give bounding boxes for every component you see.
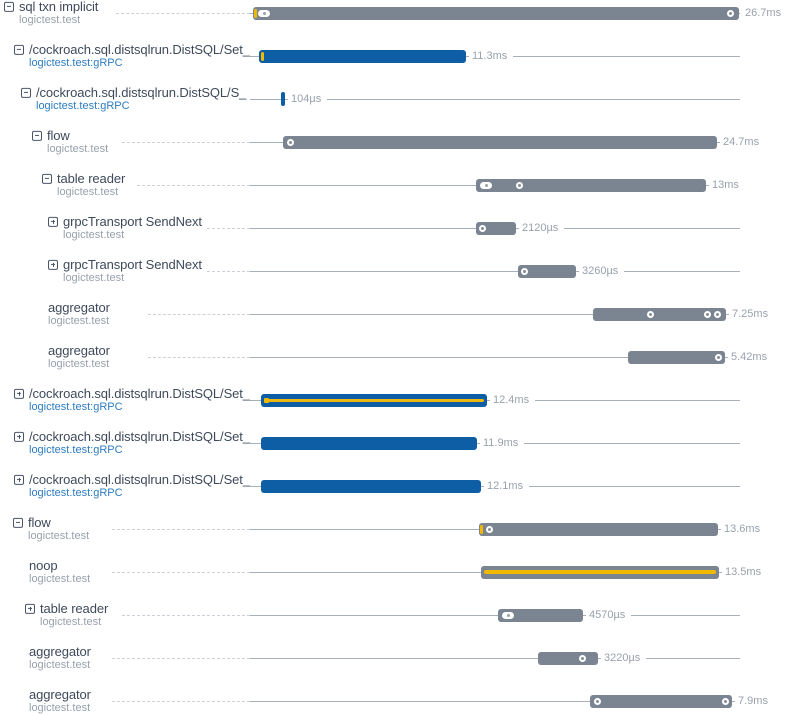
white-event-marker (258, 10, 270, 17)
white-event-marker (486, 526, 493, 533)
span-bar-stripe (484, 570, 716, 574)
white-event-marker (287, 139, 294, 146)
trace-span-row[interactable] (0, 207, 786, 250)
span-process: logictest.test:gRPC (36, 99, 130, 112)
span-duration: 4570µs (586, 608, 631, 622)
span-process: logictest.test (63, 228, 125, 241)
span-label (14, 43, 250, 69)
span-label (29, 688, 91, 714)
collapse-icon[interactable] (32, 131, 42, 141)
span-title: table reader (40, 600, 109, 616)
span-title: /cockroach.sql.distsqlrun.DistSQL/Set_ (29, 428, 250, 444)
span-duration: 12.1ms (484, 479, 529, 493)
span-duration: 13.5ms (722, 565, 767, 579)
span-label (14, 473, 250, 499)
span-duration: 5.42ms (728, 350, 773, 364)
white-event-marker (479, 225, 486, 232)
span-label (32, 129, 108, 155)
span-duration: 7.25ms (729, 307, 774, 321)
span-label (4, 0, 98, 26)
span-bar[interactable] (476, 179, 706, 192)
yellow-event-marker (261, 52, 264, 61)
leader-dashed-line (112, 572, 250, 573)
span-process: logictest.test:gRPC (29, 486, 123, 499)
span-bar[interactable] (283, 136, 717, 149)
span-bar[interactable] (628, 351, 725, 364)
span-label (29, 559, 90, 585)
span-process: logictest.test (48, 357, 110, 370)
span-title: grpcTransport SendNext (63, 256, 202, 272)
span-title: table reader (57, 170, 126, 186)
trace-span-row[interactable] (0, 680, 786, 714)
leader-dashed-line (207, 271, 250, 272)
span-title: aggregator (29, 686, 91, 702)
span-bar[interactable] (261, 480, 481, 493)
trace-span-row[interactable] (0, 78, 786, 121)
span-process: logictest.test (28, 529, 90, 542)
white-event-marker (714, 311, 721, 318)
span-process: logictest.test:gRPC (29, 443, 123, 456)
span-label (21, 86, 246, 112)
span-duration: 7.9ms (735, 694, 774, 708)
span-bar[interactable] (261, 394, 487, 407)
span-process: logictest.test (57, 185, 119, 198)
span-duration: 3220µs (601, 651, 646, 665)
leader-dashed-line (148, 314, 250, 315)
leader-dashed-line (112, 529, 250, 530)
span-process: logictest.test (40, 615, 102, 628)
white-event-marker (722, 698, 729, 705)
span-label (48, 258, 202, 284)
span-process: logictest.test:gRPC (29, 400, 123, 413)
white-event-marker (516, 182, 523, 189)
span-label (13, 516, 89, 542)
span-duration: 13.6ms (721, 522, 766, 536)
span-title: sql txn implicit (19, 0, 99, 14)
collapse-icon[interactable] (21, 88, 31, 98)
span-bar[interactable] (253, 7, 739, 20)
trace-span-row[interactable] (0, 121, 786, 164)
timeline-baseline (250, 615, 740, 616)
white-event-marker (647, 311, 654, 318)
span-label (25, 602, 108, 628)
span-process: logictest.test:gRPC (29, 56, 123, 69)
span-process: logictest.test (29, 658, 91, 671)
span-label (29, 645, 91, 671)
span-title: aggregator (48, 342, 110, 358)
expand-icon[interactable] (48, 217, 58, 227)
trace-span-row[interactable] (0, 422, 786, 465)
span-duration: 11.3ms (469, 49, 513, 63)
leader-dashed-line (137, 185, 250, 186)
trace-span-row[interactable] (0, 379, 786, 422)
white-event-marker (579, 655, 586, 662)
span-label (48, 215, 202, 241)
trace-span-row[interactable] (0, 594, 786, 637)
span-title: flow (28, 514, 51, 530)
collapse-icon[interactable] (4, 2, 14, 12)
span-process: logictest.test (29, 572, 91, 585)
span-duration: 2120µs (519, 221, 564, 235)
span-process: logictest.test (47, 142, 109, 155)
trace-span-row[interactable] (0, 164, 786, 207)
span-process: logictest.test (63, 271, 125, 284)
span-label (42, 172, 125, 198)
trace-span-row[interactable] (0, 35, 786, 78)
span-bar[interactable] (259, 50, 466, 63)
trace-span-row[interactable] (0, 250, 786, 293)
span-title: flow (47, 127, 70, 143)
white-event-marker (521, 268, 528, 275)
collapse-icon[interactable] (14, 45, 24, 55)
span-bar[interactable] (261, 437, 477, 450)
white-event-marker (704, 311, 711, 318)
expand-icon[interactable] (14, 475, 24, 485)
expand-icon[interactable] (14, 389, 24, 399)
span-title: /cockroach.sql.distsqlrun.DistSQL/Set_ (29, 385, 250, 401)
span-bar[interactable] (590, 695, 732, 708)
span-duration: 104µs (288, 92, 327, 106)
trace-span-row[interactable] (0, 293, 786, 336)
leader-dashed-line (122, 142, 250, 143)
leader-dashed-line (116, 13, 250, 14)
yellow-event-marker (254, 9, 257, 18)
leader-dashed-line (207, 228, 250, 229)
span-bar[interactable] (538, 652, 598, 665)
timeline-baseline (250, 658, 740, 659)
span-label (48, 301, 110, 327)
collapse-icon[interactable] (42, 174, 52, 184)
white-event-marker (715, 354, 722, 361)
span-label (48, 344, 110, 370)
trace-span-row[interactable] (0, 336, 786, 379)
timeline-baseline (250, 271, 740, 272)
trace-span-row[interactable] (0, 508, 786, 551)
span-duration: 3260µs (579, 264, 624, 278)
span-title: aggregator (29, 643, 91, 659)
span-title: noop (29, 557, 58, 573)
expand-icon[interactable] (25, 604, 35, 614)
collapse-icon[interactable] (13, 518, 23, 528)
span-duration: 13ms (709, 178, 745, 192)
white-event-marker (480, 182, 492, 189)
trace-span-row[interactable] (0, 637, 786, 680)
leader-dashed-line (112, 658, 250, 659)
span-process: logictest.test (48, 314, 110, 327)
leader-dashed-line (148, 357, 250, 358)
trace-span-row[interactable] (0, 551, 786, 594)
span-duration: 11.9ms (480, 436, 524, 450)
span-duration: 12.4ms (490, 393, 535, 407)
white-event-marker (502, 612, 514, 619)
span-duration: 26.7ms (742, 6, 786, 20)
trace-span-row[interactable] (0, 0, 786, 35)
leader-dashed-line (122, 615, 250, 616)
span-label (14, 430, 250, 456)
trace-span-row[interactable] (0, 465, 786, 508)
expand-icon[interactable] (14, 432, 24, 442)
span-process: logictest.test (19, 13, 81, 26)
yellow-event-marker (264, 398, 269, 403)
span-title: /cockroach.sql.distsqlrun.DistSQL/S_ (36, 84, 247, 100)
span-title: grpcTransport SendNext (63, 213, 202, 229)
span-label (14, 387, 250, 413)
span-title: /cockroach.sql.distsqlrun.DistSQL/Set_ (29, 41, 250, 57)
span-bar[interactable] (281, 92, 285, 106)
span-title: aggregator (48, 299, 110, 315)
span-bar[interactable] (481, 566, 719, 579)
white-event-marker (727, 10, 734, 17)
span-duration: 24.7ms (720, 135, 765, 149)
span-bar-stripe (264, 399, 484, 402)
span-title: /cockroach.sql.distsqlrun.DistSQL/Set_ (29, 471, 250, 487)
span-bar[interactable] (479, 523, 718, 536)
leader-dashed-line (112, 701, 250, 702)
expand-icon[interactable] (48, 260, 58, 270)
white-event-marker (594, 698, 601, 705)
span-process: logictest.test (29, 701, 91, 714)
yellow-event-marker (480, 525, 483, 534)
